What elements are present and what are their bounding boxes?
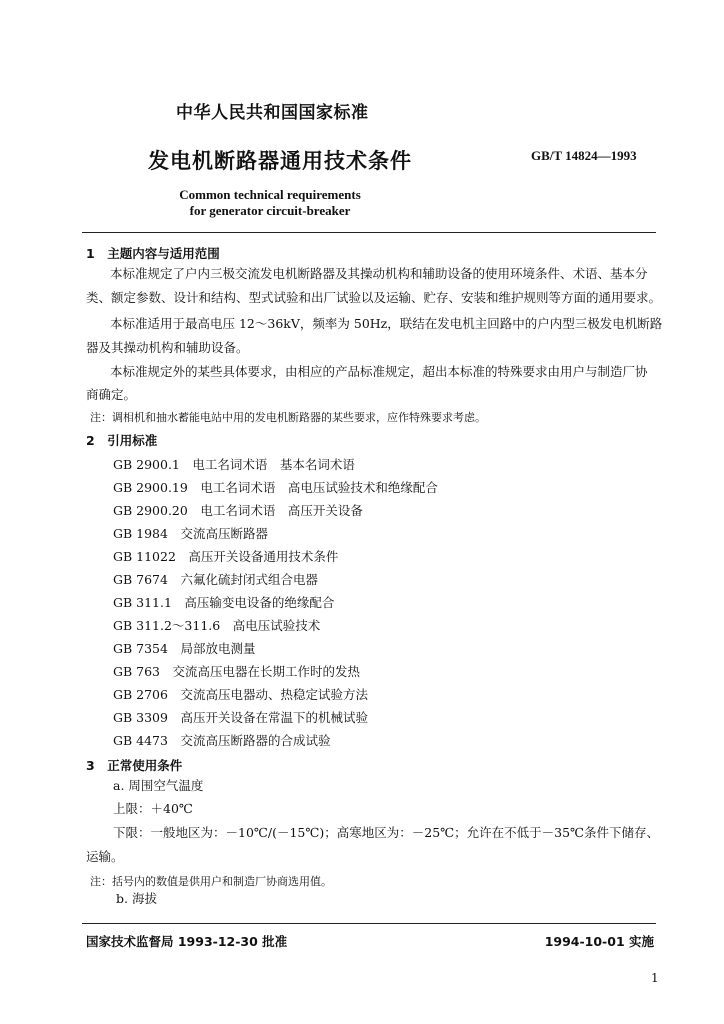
reference-item: GB 2900.20 电工名词术语 高压开关设备 [113,503,363,518]
reference-item: GB 3309 高压开关设备在常温下的机械试验 [113,710,368,725]
section-1-para-1-line-1: 本标准规定了户内三极交流发电机断路器及其操动机构和辅助设备的使用环境条件、术语、基本分 [110,266,648,281]
upper-limit: 上限：＋40℃ [113,801,193,816]
header-rule [82,232,656,233]
reference-item: GB 4473 交流高压断路器的合成试验 [113,733,331,748]
section-1-para-2-line-2: 器及其操动机构和辅助设备。 [86,340,249,355]
item-a-ambient-temperature: a. 周围空气温度 [113,778,204,793]
document-title: 发电机断路器通用技术条件 [148,149,412,173]
approval-line: 国家技术监督局 1993-12-30 批准 [86,934,288,949]
standard-code: GB/T 14824—1993 [531,148,637,163]
section-1-heading: 1 主题内容与适用范围 [86,246,220,261]
lower-limit-line-2: 运输。 [86,849,124,864]
issuing-organization: 中华人民共和国国家标准 [176,103,369,123]
page-number: 1 [651,971,659,985]
reference-item: GB 311.2～311.6 高电压试验技术 [113,618,321,633]
footer-rule [82,923,656,924]
section-1-para-3-line-1: 本标准规定外的某些具体要求，由相应的产品标准规定，超出本标准的特殊要求由用户与制造厂协 [110,364,648,379]
english-title-line1: Common technical requirements [179,187,361,202]
section-1-para-2-line-1: 本标准适用于最高电压 12～36kV，频率为 50Hz，联结在发电机主回路中的户内型三极发电机断路 [110,316,663,331]
section-2-heading: 2 引用标准 [86,433,158,448]
reference-item: GB 763 交流高压电器在长期工作时的发热 [113,664,361,679]
reference-item: GB 7354 局部放电测量 [113,641,256,656]
section-3-note: 注：括号内的数值是供用户和制造厂协商选用值。 [90,875,332,888]
english-title-line2: for generator circuit-breaker [189,203,351,218]
reference-item: GB 2706 交流高压电器动、热稳定试验方法 [113,687,368,702]
implementation-date: 1994-10-01 实施 [544,934,654,949]
reference-item: GB 2900.1 电工名词术语 基本名词术语 [113,457,355,472]
reference-item: GB 1984 交流高压断路器 [113,526,268,541]
section-1-para-1-line-2: 类、额定参数、设计和结构、型式试验和出厂试验以及运输、贮存、安装和维护规则等方面的通用要求。 [86,290,662,305]
reference-item: GB 7674 六氟化硫封闭式组合电器 [113,572,318,587]
lower-limit-line-1: 下限：一般地区为：－10℃/(－15℃)；高寒地区为：－25℃；允许在不低于－35℃条件下储存、 [113,825,660,840]
section-1-note: 注：调相机和抽水蓄能电站中用的发电机断路器的某些要求，应作特殊要求考虑。 [90,411,486,424]
reference-item: GB 11022 高压开关设备通用技术条件 [113,549,339,564]
section-1-para-3-line-2: 商确定。 [86,387,137,402]
reference-item: GB 2900.19 电工名词术语 高电压试验技术和绝缘配合 [113,480,438,495]
reference-item: GB 311.1 高压输变电设备的绝缘配合 [113,595,335,610]
section-3-heading: 3 正常使用条件 [86,758,183,773]
item-b-altitude: b. 海拔 [116,891,157,906]
